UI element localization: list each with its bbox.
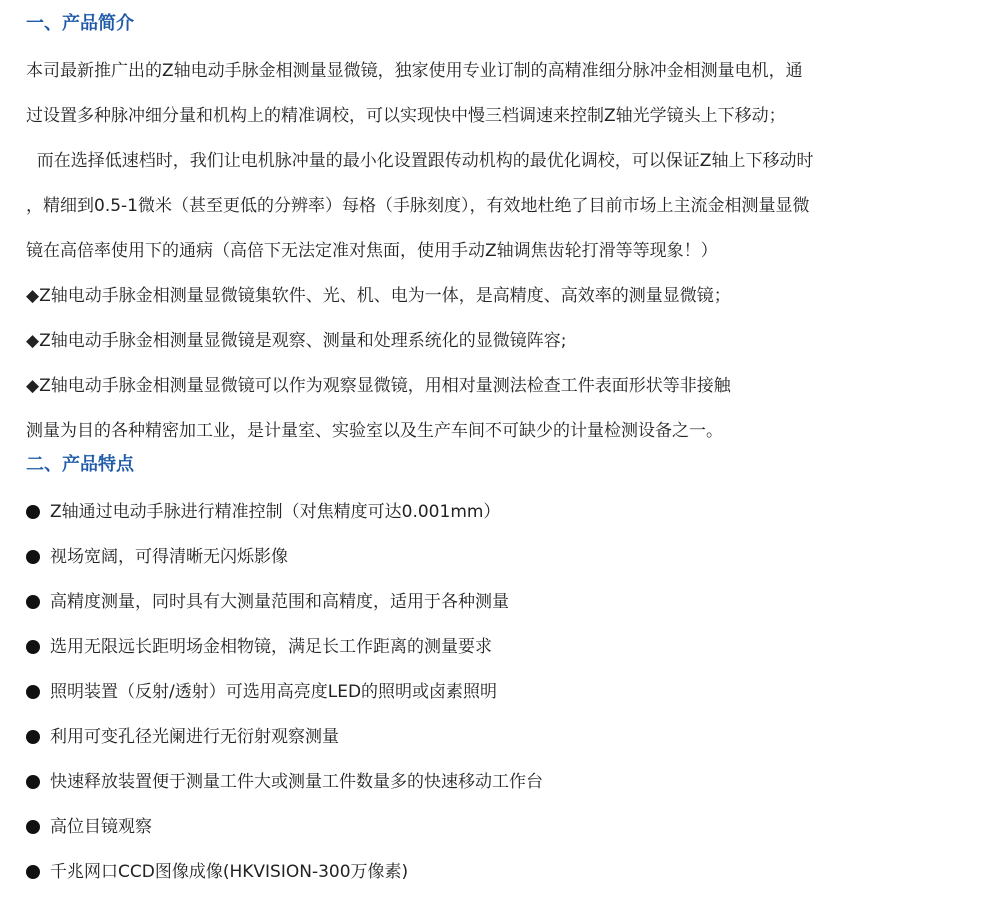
- section-heading-features: 二、产品特点: [26, 454, 134, 475]
- bullet-icon: [26, 685, 40, 699]
- feature-text: 利用可变孔径光阑进行无衍射观察测量: [50, 727, 339, 747]
- feature-text: 视场宽阔，可得清晰无闪烁影像: [50, 547, 288, 567]
- feature-item: [26, 680, 976, 725]
- bullet-icon: [26, 820, 40, 834]
- bullet-icon: [26, 550, 40, 564]
- feature-text: 千兆网口CCD图像成像(HKVISION-300万像素): [50, 862, 409, 882]
- feature-text: 高精度测量，同时具有大测量范围和高精度，适用于各种测量: [50, 592, 509, 612]
- feature-item: [26, 635, 976, 680]
- feature-item: [26, 500, 976, 545]
- feature-item: [26, 860, 976, 905]
- feature-list: [26, 500, 976, 905]
- intro-line: ◆Z轴电动手脉金相测量显微镜可以作为观察显微镜，用相对量测法检查工件表面形状等非接触: [26, 376, 731, 396]
- bullet-icon: [26, 640, 40, 654]
- bullet-icon: [26, 505, 40, 519]
- feature-item: [26, 815, 976, 860]
- bullet-icon: [26, 865, 40, 879]
- feature-item: [26, 770, 976, 815]
- feature-text: 选用无限远长距明场金相物镜，满足长工作距离的测量要求: [50, 637, 492, 657]
- intro-line: 而在选择低速档时，我们让电机脉冲量的最小化设置跟传动机构的最优化调校，可以保证Z轴上下移动时: [26, 151, 814, 171]
- bullet-icon: [26, 775, 40, 789]
- intro-line: ◆Z轴电动手脉金相测量显微镜集软件、光、机、电为一体，是高精度、高效率的测量显微镜；: [26, 286, 731, 306]
- intro-line: ◆Z轴电动手脉金相测量显微镜是观察、测量和处理系统化的显微镜阵容;: [26, 331, 567, 351]
- feature-item: [26, 725, 976, 770]
- feature-item: [26, 545, 976, 590]
- intro-line: ，精细到0.5-1微米（甚至更低的分辨率）每格（手脉刻度），有效地杜绝了目前市场上主流金相测量显微: [26, 196, 810, 216]
- bullet-icon: [26, 730, 40, 744]
- bullet-icon: [26, 595, 40, 609]
- intro-line: 测量为目的各种精密加工业，是计量室、实验室以及生产车间不可缺少的计量检测设备之一。: [26, 421, 723, 441]
- feature-text: Z轴通过电动手脉进行精准控制（对焦精度可达0.001mm）: [50, 502, 501, 522]
- intro-paragraphs: [26, 59, 976, 464]
- feature-text: 照明装置（反射/透射）可选用高亮度LED的照明或卤素照明: [50, 682, 498, 702]
- feature-item: [26, 590, 976, 635]
- intro-line: 过设置多种脉冲细分量和机构上的精准调校，可以实现快中慢三档调速来控制Z轴光学镜头上下移动；: [26, 106, 786, 126]
- section-heading-intro: 一、产品简介: [26, 13, 134, 34]
- intro-line: 镜在高倍率使用下的通病（高倍下无法定准对焦面，使用手动Z轴调焦齿轮打滑等等现象！）: [26, 241, 718, 261]
- product-page: [26, 0, 976, 905]
- feature-text: 快速释放装置便于测量工件大或测量工件数量多的快速移动工作台: [50, 772, 543, 792]
- feature-text: 高位目镜观察: [50, 817, 152, 837]
- intro-line: 本司最新推广出的Z轴电动手脉金相测量显微镜，独家使用专业订制的高精准细分脉冲金相测量电机，通: [26, 61, 803, 81]
